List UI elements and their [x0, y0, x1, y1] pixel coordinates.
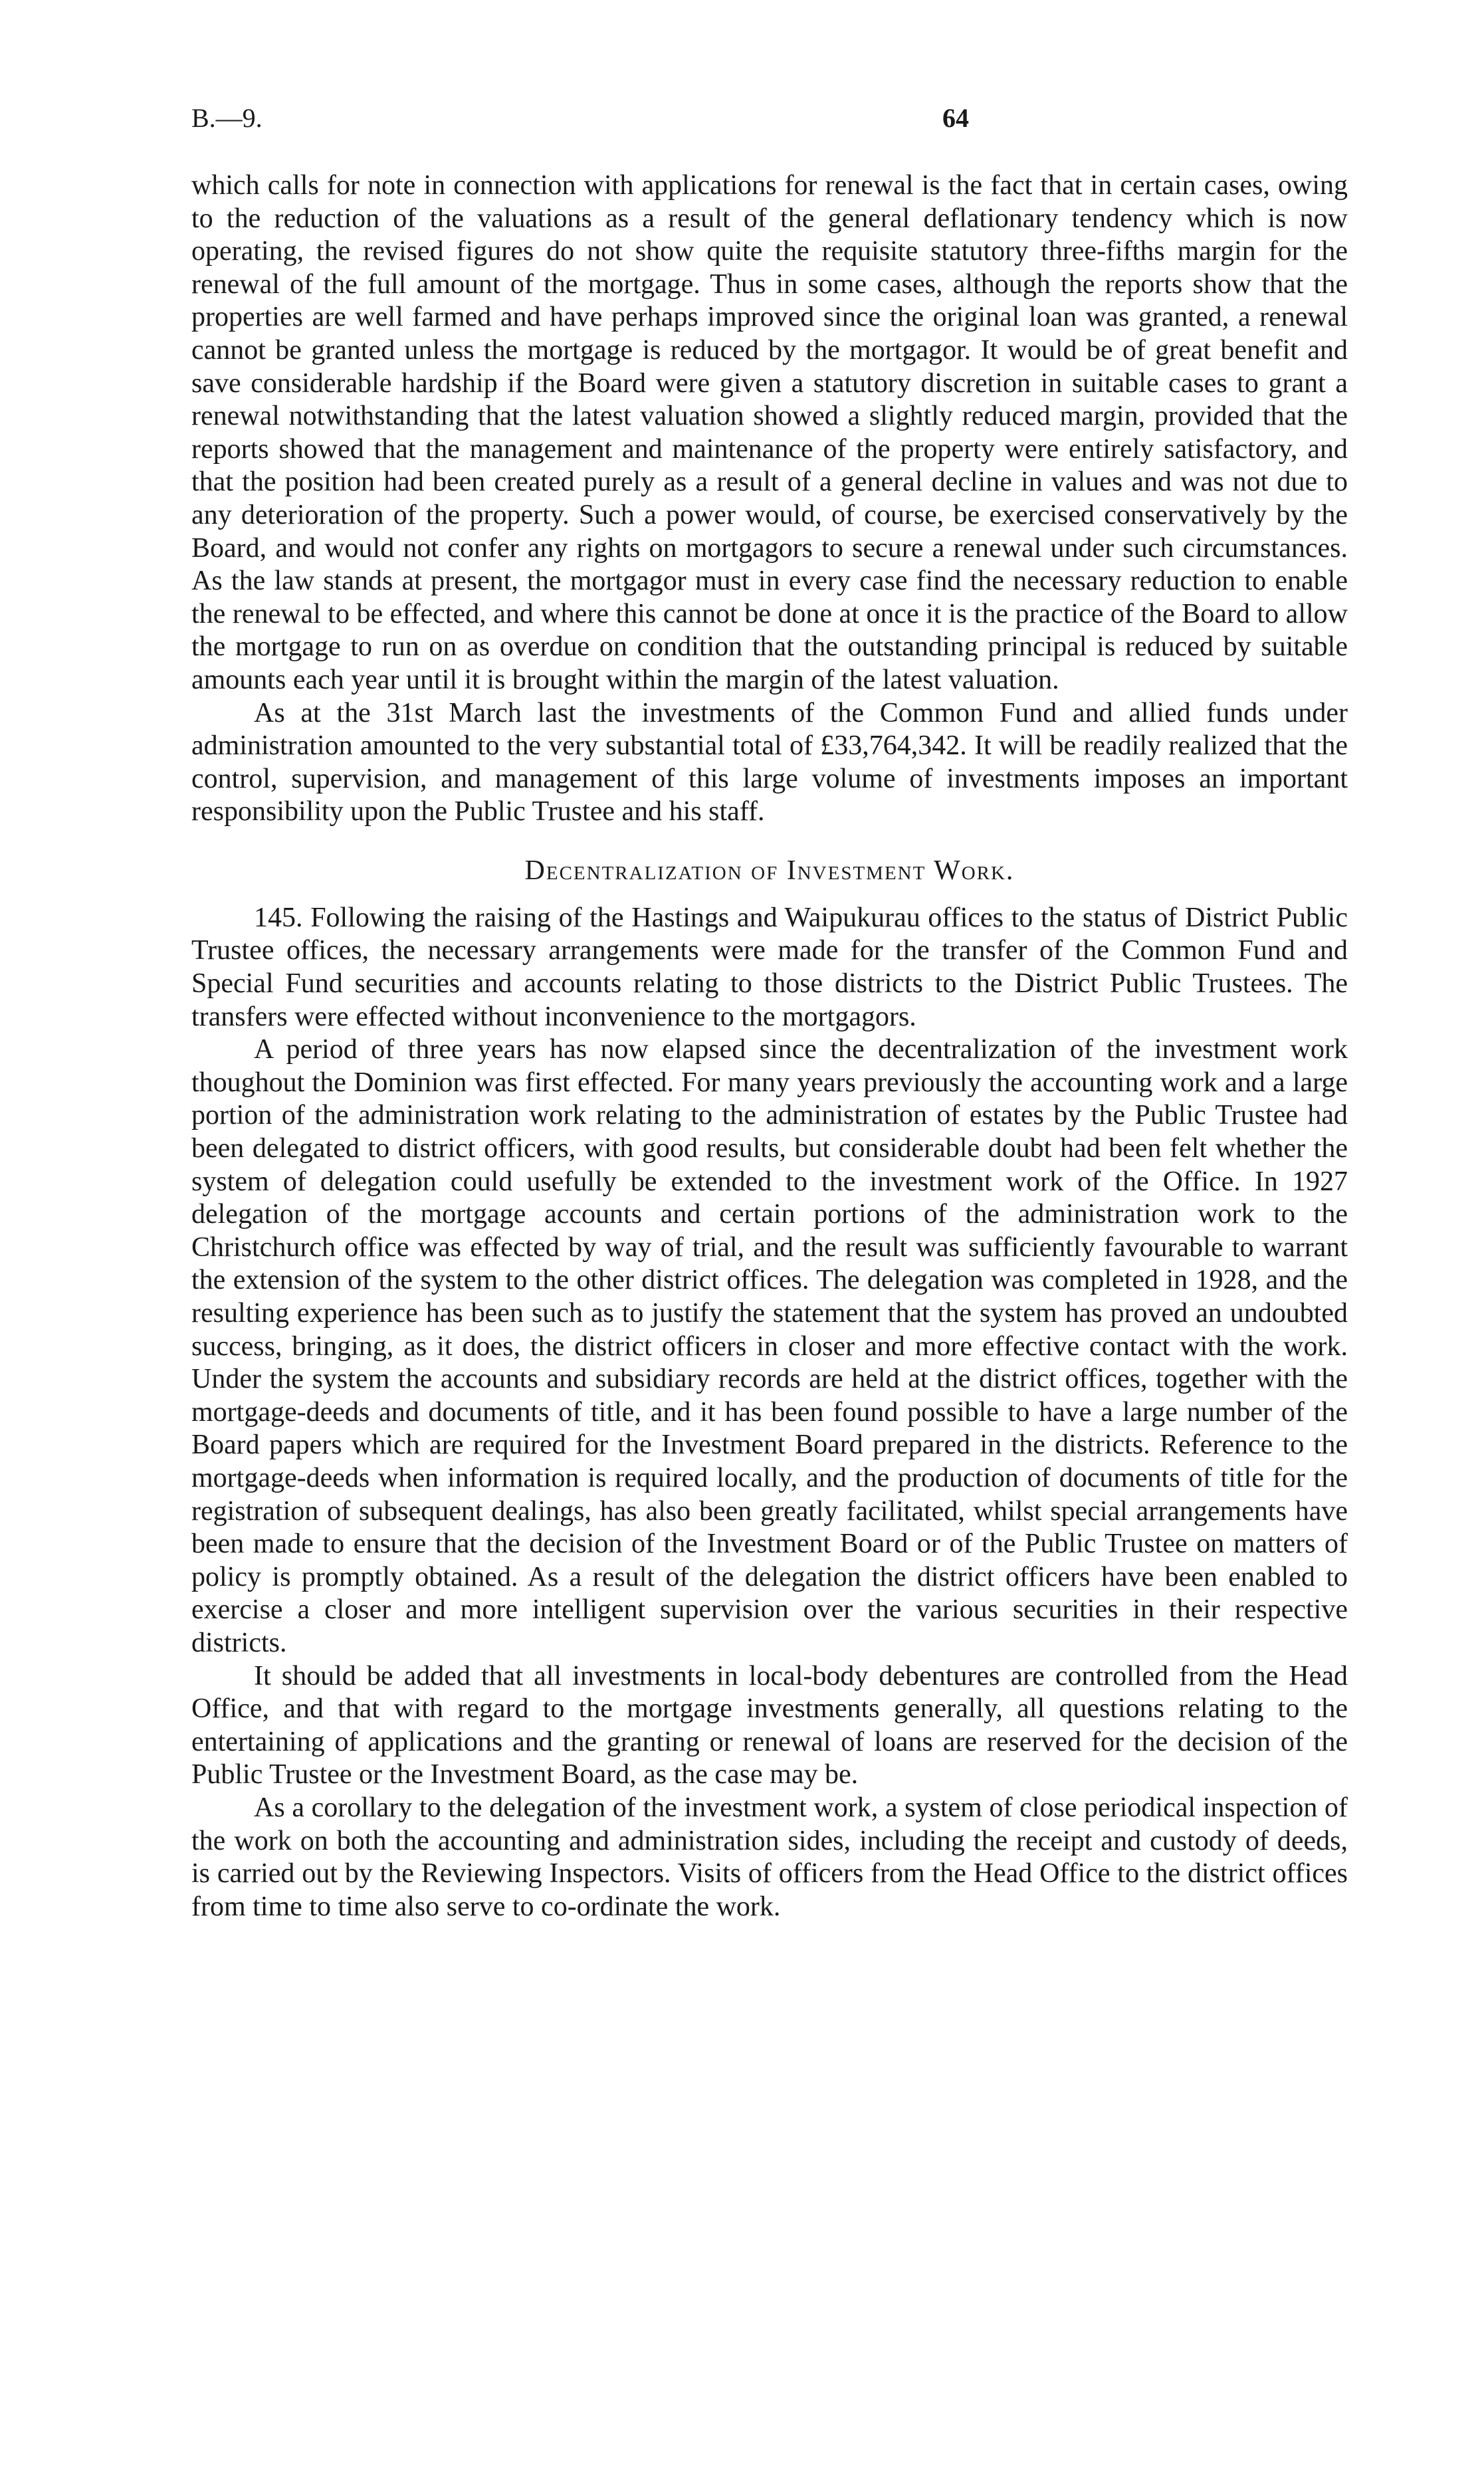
- continuation-paragraph: which calls for note in connection with applications for renewal is the fact that in certain cases, owing to the reduction of the valuations as a result of the general deflationary tendency which is now operating, the revised figures do not show quite the requisite statutory three-fifths margin for the renewal of the full amount of the mortgage. Thus in some cases, although the reports show that the properties are well farmed and have perhaps improved since the original loan was granted, a renewal cannot be granted unless the mortgage is reduced by the mortgagor. It would be of great benefit and save considerable hardship if the Board were given a statutory discretion in suitable cases to grant a renewal notwithstanding that the latest valuation showed a slightly reduced margin, provided that the reports showed that the management and maintenance of the property were entirely satisfactory, and that the position had been created purely as a result of a general decline in values and was not due to any deterioration of the property. Such a power would, of course, be exercised conservatively by the Board, and would not confer any rights on mortgagors to secure a renewal under such circumstances. As the law stands at present, the mortgagor must in every case find the necessary reduction to enable the renewal to be effected, and where this cannot be done at once it is the practice of the Board to allow the mortgage to run on as overdue on condition that the outstanding principal is reduced by suitable amounts each year until it is brought within the margin of the latest valuation.: [191, 170, 1348, 695]
- paragraph-145: 145. Following the raising of the Hastings and Waipukurau offices to the status of District Public Trustee offices, the necessary arrangements were made for the transfer of the Common Fund and Special Fund securities and accounts relating to those districts to the District Public Trustees. The transfers were effected without inconvenience to the mortgagors.: [191, 902, 1348, 1032]
- investments-total-paragraph: As at the 31st March last the investments of the Common Fund and allied funds under administration amounted to the very substantial total of £33,764,342. It will be readily realized that the control, supervision, and management of this large volume of investments imposes an important responsibility upon the Public Trustee and his staff.: [191, 697, 1348, 827]
- report-body: [191, 169, 1348, 1923]
- parliamentary-paper-reference: B.—9.: [191, 103, 263, 133]
- running-header: [191, 98, 1348, 138]
- section-heading: Decentralization of Investment Work.: [524, 855, 1015, 886]
- page-number: 64: [942, 103, 969, 133]
- inspection-paragraph: As a corollary to the delegation of the investment work, a system of close periodical inspection of the work on both the accounting and administration sides, including the receipt and custody of deeds, is carried out by the Reviewing Inspectors. Visits of officers from the Head Office to the district offices from time to time also serve to co-ordinate the work.: [191, 1792, 1348, 1922]
- head-office-control-paragraph: It should be added that all investments in local-body debentures are controlled from the Head Office, and that with regard to the mortgage investments generally, all questions relating to the entertaining of applications and the granting or renewal of loans are reserved for the decision of the Public Trustee or the Investment Board, as the case may be.: [191, 1660, 1348, 1790]
- decentralization-paragraph: A period of three years has now elapsed since the decentralization of the investment work thoughout the Dominion was first effected. For many years previously the accounting work and a large portion of the administration work relating to the administration of estates by the Public Trustee had been delegated to district officers, with good results, but considerable doubt had been felt whether the system of delegation could usefully be extended to the investment work of the Office. In 1927 delegation of the mortgage accounts and certain portions of the administration work to the Christchurch office was effected by way of trial, and the result was sufficiently favourable to warrant the extension of the system to the other district offices. The delegation was completed in 1928, and the resulting experience has been such as to justify the statement that the system has proved an undoubted success, bringing, as it does, the district officers in closer and more effective contact with the work. Under the system the accounts and subsidiary records are held at the district offices, together with the mortgage-deeds and documents of title, and it has been found possible to have a large number of the Board papers which are required for the Investment Board prepared in the districts. Reference to the mortgage-deeds when information is required locally, and the production of documents of title for the registration of subsequent dealings, has also been greatly facilitated, whilst special arrangements have been made to ensure that the decision of the Investment Board or of the Public Trustee on matters of policy is promptly obtained. As a result of the delegation the district officers have been enabled to exercise a closer and more intelligent supervision over the various securities in their respective districts.: [191, 1034, 1348, 1658]
